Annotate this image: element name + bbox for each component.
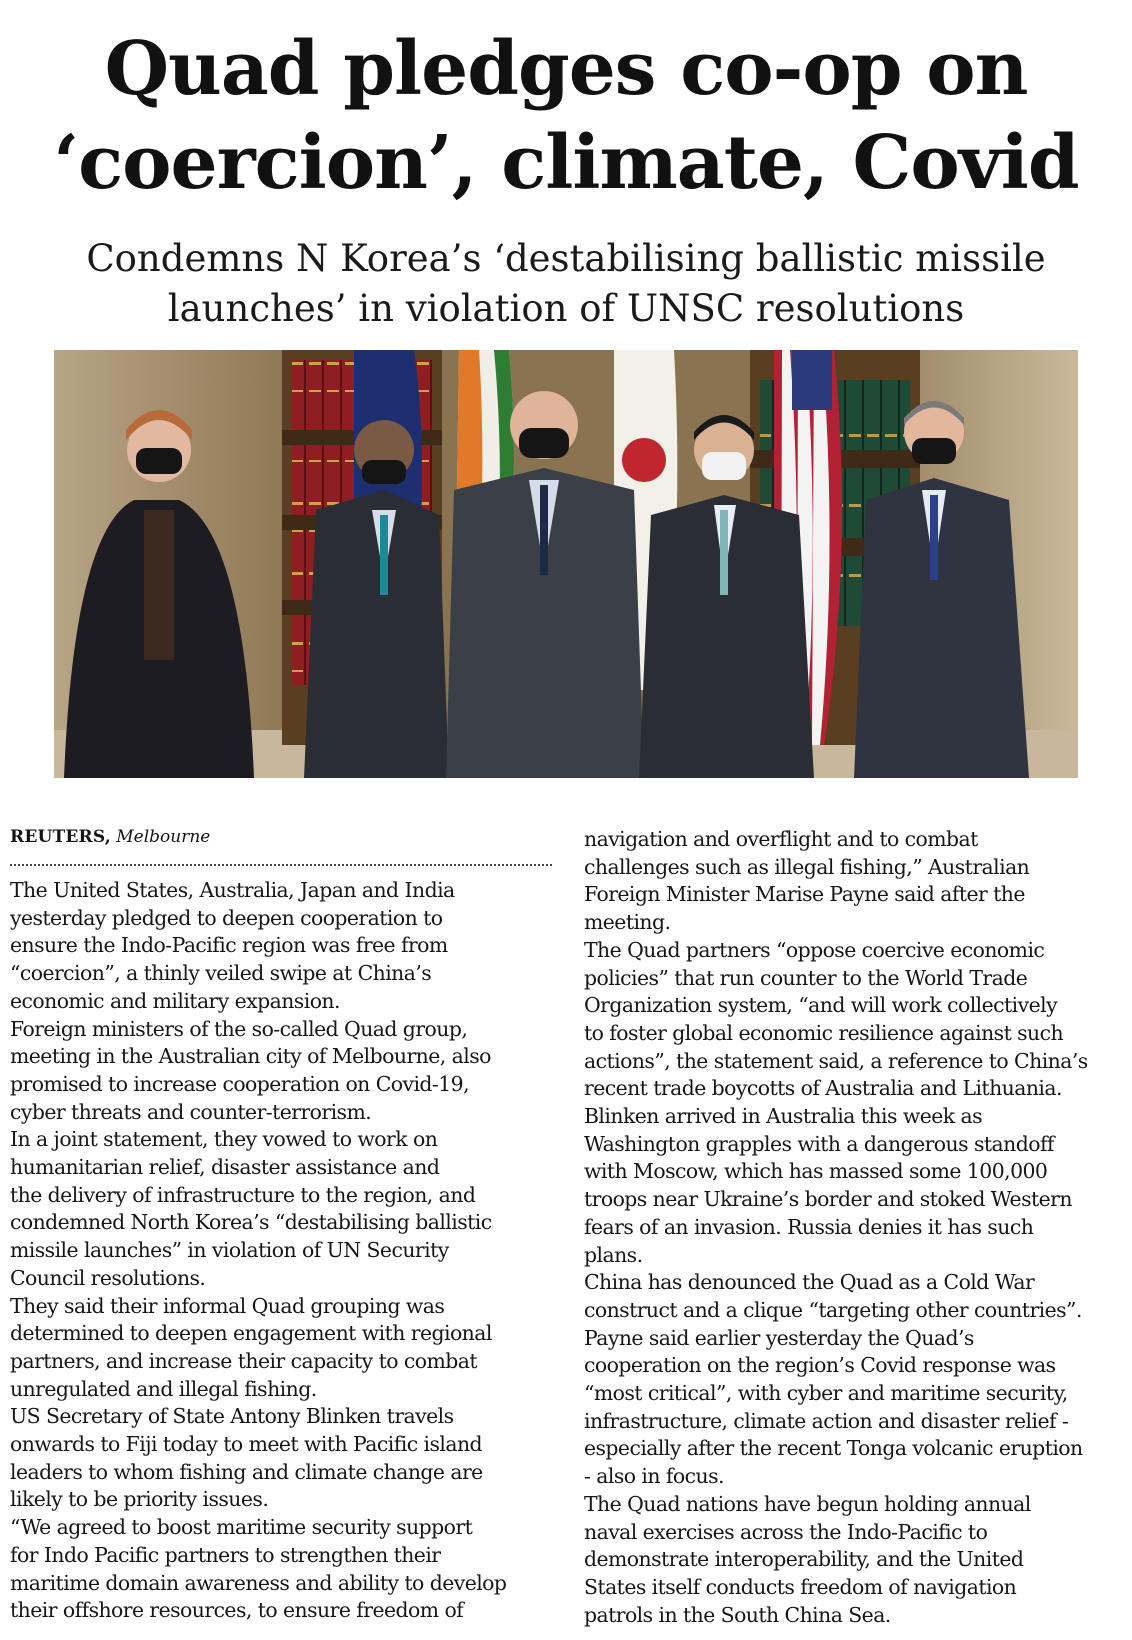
article-line: plans. <box>584 1242 643 1267</box>
article-line: Blinken arrived in Australia this week as <box>584 1104 983 1129</box>
article-line: unregulated and illegal fishing. <box>10 1376 317 1401</box>
article-line: cyber threats and counter-terrorism. <box>10 1099 372 1124</box>
byline-agency: REUTERS, <box>10 827 111 847</box>
article-line: The Quad nations have begun holding annual <box>584 1491 1031 1516</box>
article-line: Foreign Minister Marise Payne said after the <box>584 882 1025 907</box>
article-line: “coercion”, a thinly veiled swipe at China’s <box>10 961 432 986</box>
byline <box>10 826 552 848</box>
subheadline-line-2: launches’ in violation of UNSC resolutions <box>167 287 965 330</box>
article-line: with Moscow, which has massed some 100,000 <box>584 1159 1048 1184</box>
article-line: In a joint statement, they vowed to work on <box>10 1127 438 1152</box>
article-line: China has denounced the Quad as a Cold War <box>584 1270 1035 1295</box>
article-line: “most critical”, with cyber and maritime security, <box>584 1381 1068 1406</box>
article-line: construct and a clique “targeting other countries”. <box>584 1297 1082 1322</box>
article-line: infrastructure, climate action and disaster relief - <box>584 1408 1069 1433</box>
article-line: actions”, the statement said, a reference to China’s <box>584 1048 1088 1073</box>
article-column-right <box>584 826 1129 1629</box>
article-line: patrols in the South China Sea. <box>584 1602 891 1627</box>
article-line: The United States, Australia, Japan and India <box>10 878 455 902</box>
article-line: economic and military expansion. <box>10 988 340 1013</box>
subheadline <box>0 234 1132 334</box>
news-photo-illustration <box>54 350 1078 778</box>
article-line: Payne said earlier yesterday the Quad’s <box>584 1325 974 1350</box>
headline-line-2: ‘coercion’, climate, Covid <box>53 120 1079 206</box>
article-line: Foreign ministers of the so-called Quad group, <box>10 1016 468 1041</box>
article-line: States itself conducts freedom of navigation <box>584 1574 1017 1599</box>
article-line: - also in focus. <box>584 1464 724 1489</box>
article-line: to foster global economic resilience against such <box>584 1020 1064 1045</box>
article-line: naval exercises across the Indo-Pacific to <box>584 1519 988 1544</box>
article-column-left <box>10 877 558 1625</box>
article-line: Organization system, “and will work collectively <box>584 993 1058 1018</box>
article-line: challenges such as illegal fishing,” Australian <box>584 854 1030 879</box>
headline <box>0 22 1132 210</box>
article-line: meeting in the Australian city of Melbourne, also <box>10 1044 491 1069</box>
article-line: maritime domain awareness and ability to develop <box>10 1570 507 1595</box>
headline-line-1: Quad pledges co-op on <box>104 26 1028 112</box>
subheadline-line-1: Condemns N Korea’s ‘destabilising ballistic missile <box>86 237 1046 280</box>
article-line: missile launches” in violation of UN Security <box>10 1238 449 1263</box>
article-line: their offshore resources, to ensure freedom of <box>10 1598 464 1623</box>
article-line: condemned North Korea’s “destabilising ballistic <box>10 1210 492 1235</box>
article-line: determined to deepen engagement with regional <box>10 1321 492 1346</box>
article-line: ensure the Indo-Pacific region was free from <box>10 933 448 958</box>
article-line: They said their informal Quad grouping was <box>10 1293 445 1318</box>
article-line: policies” that run counter to the World Trade <box>584 965 1028 990</box>
article-line: Council resolutions. <box>10 1265 206 1290</box>
article-line: humanitarian relief, disaster assistance and <box>10 1155 440 1180</box>
article-line: for Indo Pacific partners to strengthen their <box>10 1542 441 1567</box>
article-line: “We agreed to boost maritime security support <box>10 1515 473 1540</box>
byline-divider <box>10 864 552 866</box>
article-line: cooperation on the region’s Covid response was <box>584 1353 1056 1378</box>
article-line: yesterday pledged to deepen cooperation to <box>10 905 443 930</box>
news-photo <box>54 350 1078 778</box>
article-line: recent trade boycotts of Australia and Lithuania. <box>584 1076 1062 1101</box>
article-line: leaders to whom fishing and climate change are <box>10 1459 483 1484</box>
article-line: likely to be priority issues. <box>10 1487 269 1512</box>
article-line: especially after the recent Tonga volcanic eruption <box>584 1436 1083 1461</box>
article-line: Washington grapples with a dangerous standoff <box>584 1131 1054 1156</box>
article-line: demonstrate interoperability, and the United <box>584 1547 1024 1572</box>
article-line: US Secretary of State Antony Blinken travels <box>10 1404 454 1429</box>
article-line: troops near Ukraine’s border and stoked Western <box>584 1187 1072 1212</box>
article-line: The Quad partners “oppose coercive economic <box>584 937 1045 962</box>
article-line: partners, and increase their capacity to combat <box>10 1348 478 1373</box>
article-line: navigation and overflight and to combat <box>584 827 978 851</box>
article-line: fears of an invasion. Russia denies it has such <box>584 1214 1034 1239</box>
article-line: meeting. <box>584 910 671 935</box>
article-line: promised to increase cooperation on Covid-19, <box>10 1071 470 1096</box>
article-line: onwards to Fiji today to meet with Pacific island <box>10 1432 483 1457</box>
byline-location: Melbourne <box>116 827 211 847</box>
article-line: the delivery of infrastructure to the region, and <box>10 1182 476 1207</box>
